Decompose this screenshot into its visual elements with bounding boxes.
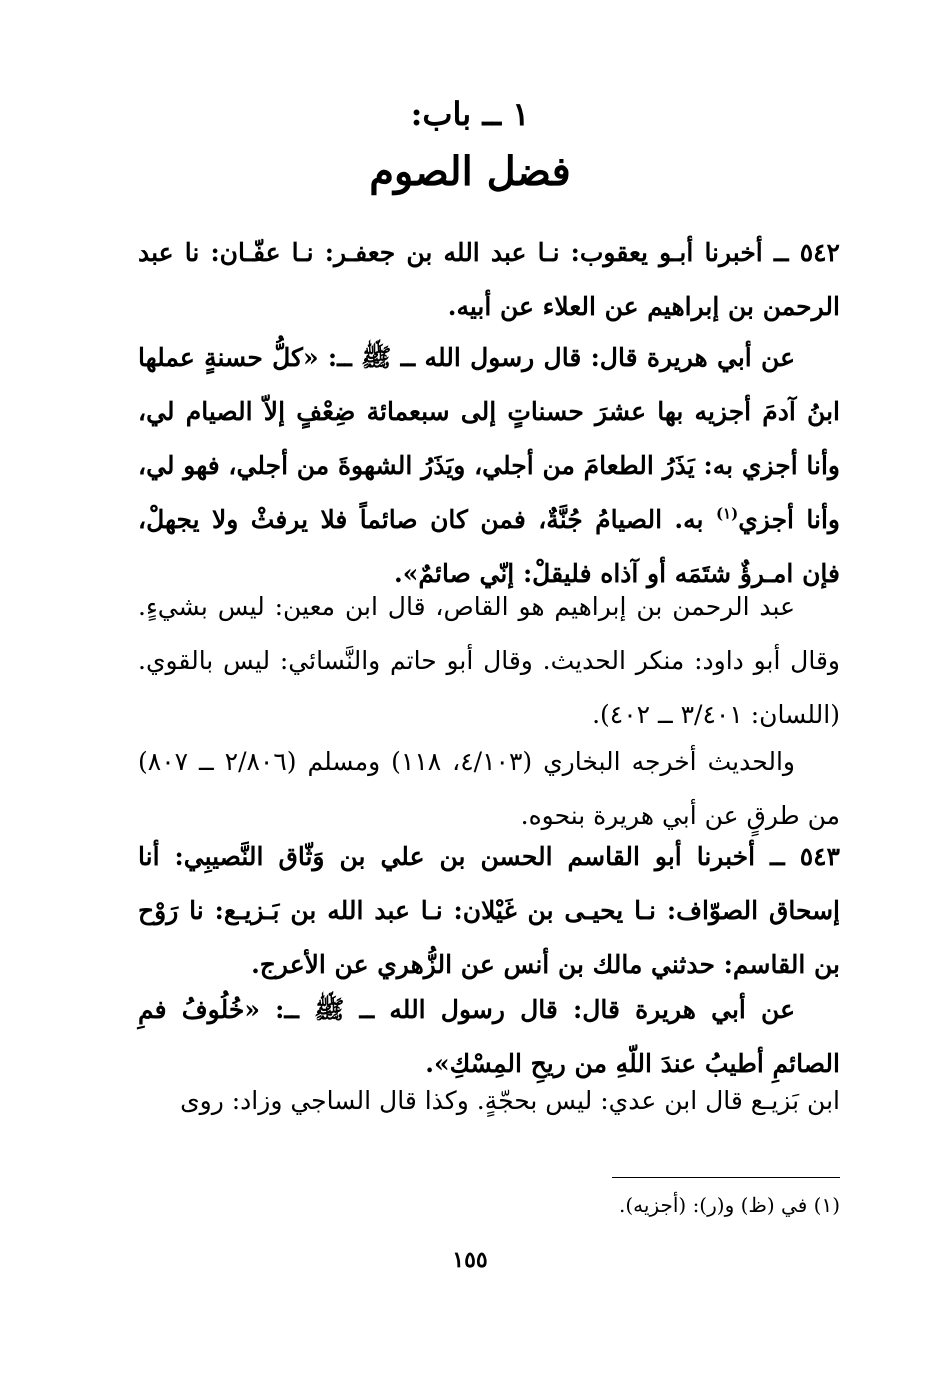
hadith-543-comment (138, 1074, 840, 1128)
takhrij-text: والحديث أخرجه البخاري (٤/١٠٣، ١١٨) ومسلم (٢/٨٠٦ ــ ٨٠٧) من طرقٍ عن أبي هريرة بنحوه. (138, 747, 840, 830)
matn-text: عن أبي هريرة قال: قال رسول الله ــ ﷺ ــ: «كلُّ حسنةٍ عملها ابنُ آدمَ أجزيه بها عشرَ حسناتٍ إلى سبعمائة ضِعْفٍ إلاّ الصيام لي، وأنا أجزي به: يَذَرُ الطعامَ من أجلي، ويَذَرُ الشهوةَ من أجلي، فهو لي، وأنا أجزي (138, 343, 840, 534)
chapter-label: ١ ــ باب: (410, 95, 530, 133)
hadith-543-isnad (138, 830, 840, 992)
hadith-542-takhrij (138, 735, 840, 843)
footnote-reference: (١) (715, 504, 739, 523)
narrator-comment: ابن بَزيـع قال ابن عدي: ليس بحجّةٍ. وكذا قال الساجي وزاد: روى (180, 1086, 840, 1115)
hadith-number: ٥٤٣ (799, 842, 840, 871)
footnote-divider (612, 1177, 840, 1178)
isnad-text: ــ أخبرنا أبو القاسم الحسن بن علي بن وَثّاق النَّصيبِي: أنا إسحاق الصوّاف: نـا يحيـى بن غَيْلان: نـا عبد الله بن بَـزيـع: نا رَوْح بن القاسم: حدثني مالك بن أنس عن الزُّهري عن الأعرج. (138, 842, 840, 979)
page-number: ١٥٥ (452, 1247, 488, 1273)
hadith-number: ٥٤٢ (799, 238, 840, 267)
hadith-542-isnad (138, 226, 840, 334)
matn-text-continued: به. الصيامُ جُنَّةٌ، فمن كان صائماً فلا يرفثْ ولا يجهلْ، فإن امـرؤٌ شتَمَه أو آذاه فليقلْ: إنّي صائمٌ». (138, 505, 840, 588)
matn-text: عن أبي هريرة قال: قال رسول الله ــ ﷺ ــ: «خُلُوفُ فمِ الصائمِ أطيبُ عندَ اللّهِ من ريحِ المِسْكِ». (138, 995, 840, 1078)
isnad-text: ــ أخبرنا أبـو يعقوب: نـا عبد الله بن جعفـر: نـا عفّـان: نا عبد الرحمن بن إبراهيم عن العلاء عن أبيه. (138, 238, 840, 321)
hadith-542-matn (138, 331, 840, 601)
chapter-title: فضل الصوم (369, 148, 571, 195)
footnote: (١) في (ظ) و(ر): (أجزيه). (619, 1193, 840, 1217)
narrator-comment: عبد الرحمن بن إبراهيم هو القاص، قال ابن معين: ليس بشيءٍ. وقال أبو داود: منكر الحديث. وقال أبو حاتم والنَّسائي: ليس بالقوي. (اللسان: ٣/٤٠١ ــ ٤٠٢). (138, 592, 840, 729)
hadith-542-comment (138, 580, 840, 742)
